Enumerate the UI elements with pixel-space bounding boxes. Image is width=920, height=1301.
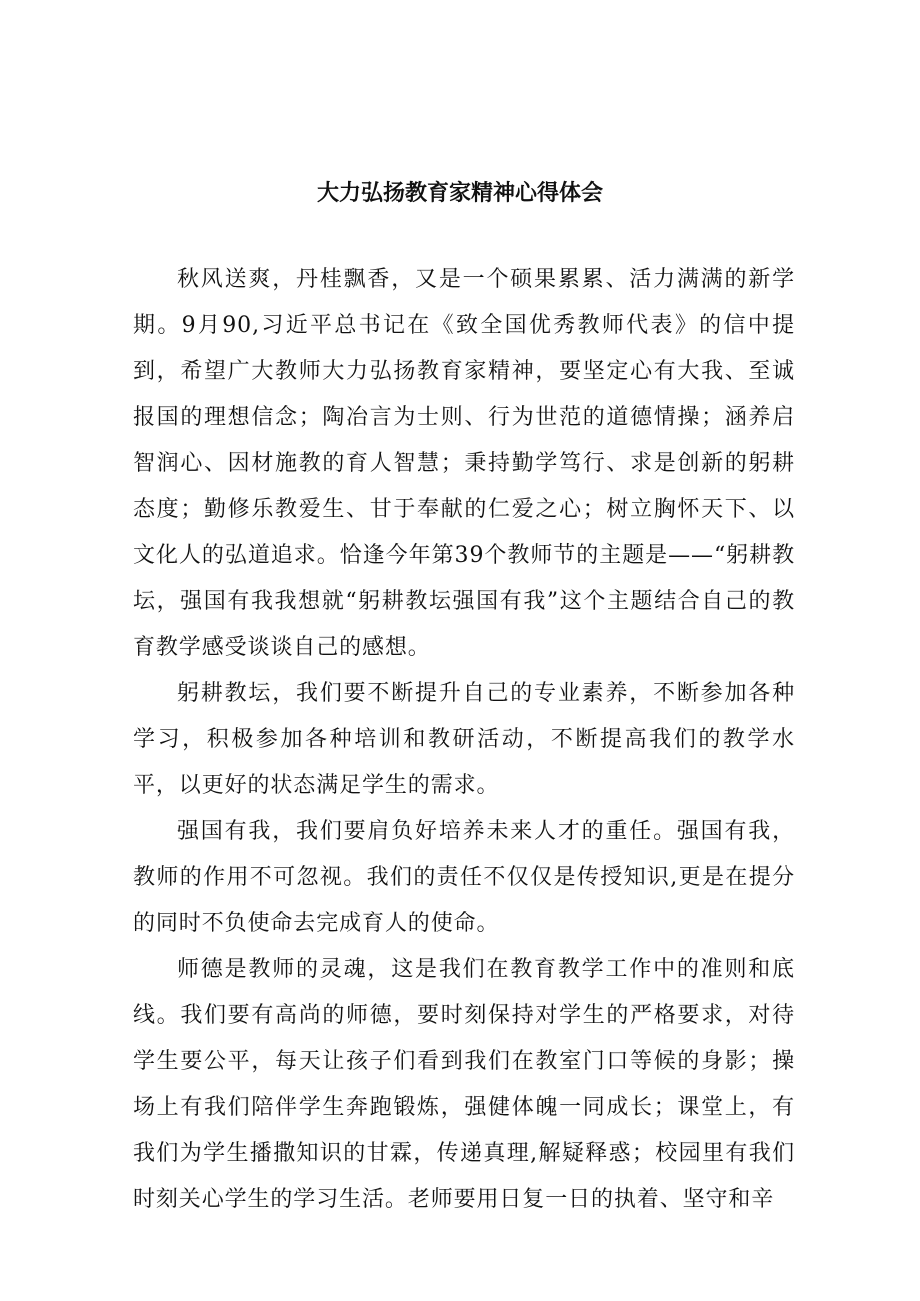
paragraph-3: 强国有我，我们要肩负好培养未来人才的重任。强国有我，教师的作用不可忽视。我们的责任不仅仅是传授知识,更是在提分的同时不负使命去完成育人的使命。 bbox=[133, 819, 795, 936]
paragraph-1: 秋风送爽，丹桂飘香，又是一个硕果累累、活力满满的新学期。9月90,习近平总书记在《致全国优秀教师代表》的信中提到，希望广大教师大力弘扬教育家精神，要坚定心有大我、至诚报国的理想信念；陶冶言为士则、行为世范的道德情操；涵养启智润心、因材施教的育人智慧；秉持勤学笃行、求是创新的躬耕态度；勤修乐教爱生、甘于奉献的仁爱之心；树立胸怀天下、以文化人的弘道追求。恰逢今年第39个教师节的主题是——“躬耕教坛，强国有我我想就“躬耕教坛强国有我”这个主题结合自己的教育教学感受谈谈自己的感想。 bbox=[133, 267, 795, 660]
paragraph-2: 躬耕教坛，我们要不断提升自己的专业素养，不断参加各种学习，积极参加各种培训和教研活动，不断提高我们的教学水平，以更好的状态满足学生的需求。 bbox=[133, 681, 795, 798]
document-body bbox=[133, 257, 795, 1223]
paragraph-4: 师德是教师的灵魂，这是我们在教育教学工作中的准则和底线。我们要有高尚的师德，要时刻保持对学生的严格要求，对待学生要公平，每天让孩子们看到我们在教室门口等候的身影；操场上有我们陪伴学生奔跑锻炼，强健体魄一同成长；课堂上，有我们为学生播撒知识的甘霖，传递真理,解疑释惑；校园里有我们时刻关心学生的学习生活。老师要用日复一日的执着、坚守和辛 bbox=[133, 957, 795, 1212]
document-title: 大力弘扬教育家精神心得体会 bbox=[316, 181, 603, 206]
